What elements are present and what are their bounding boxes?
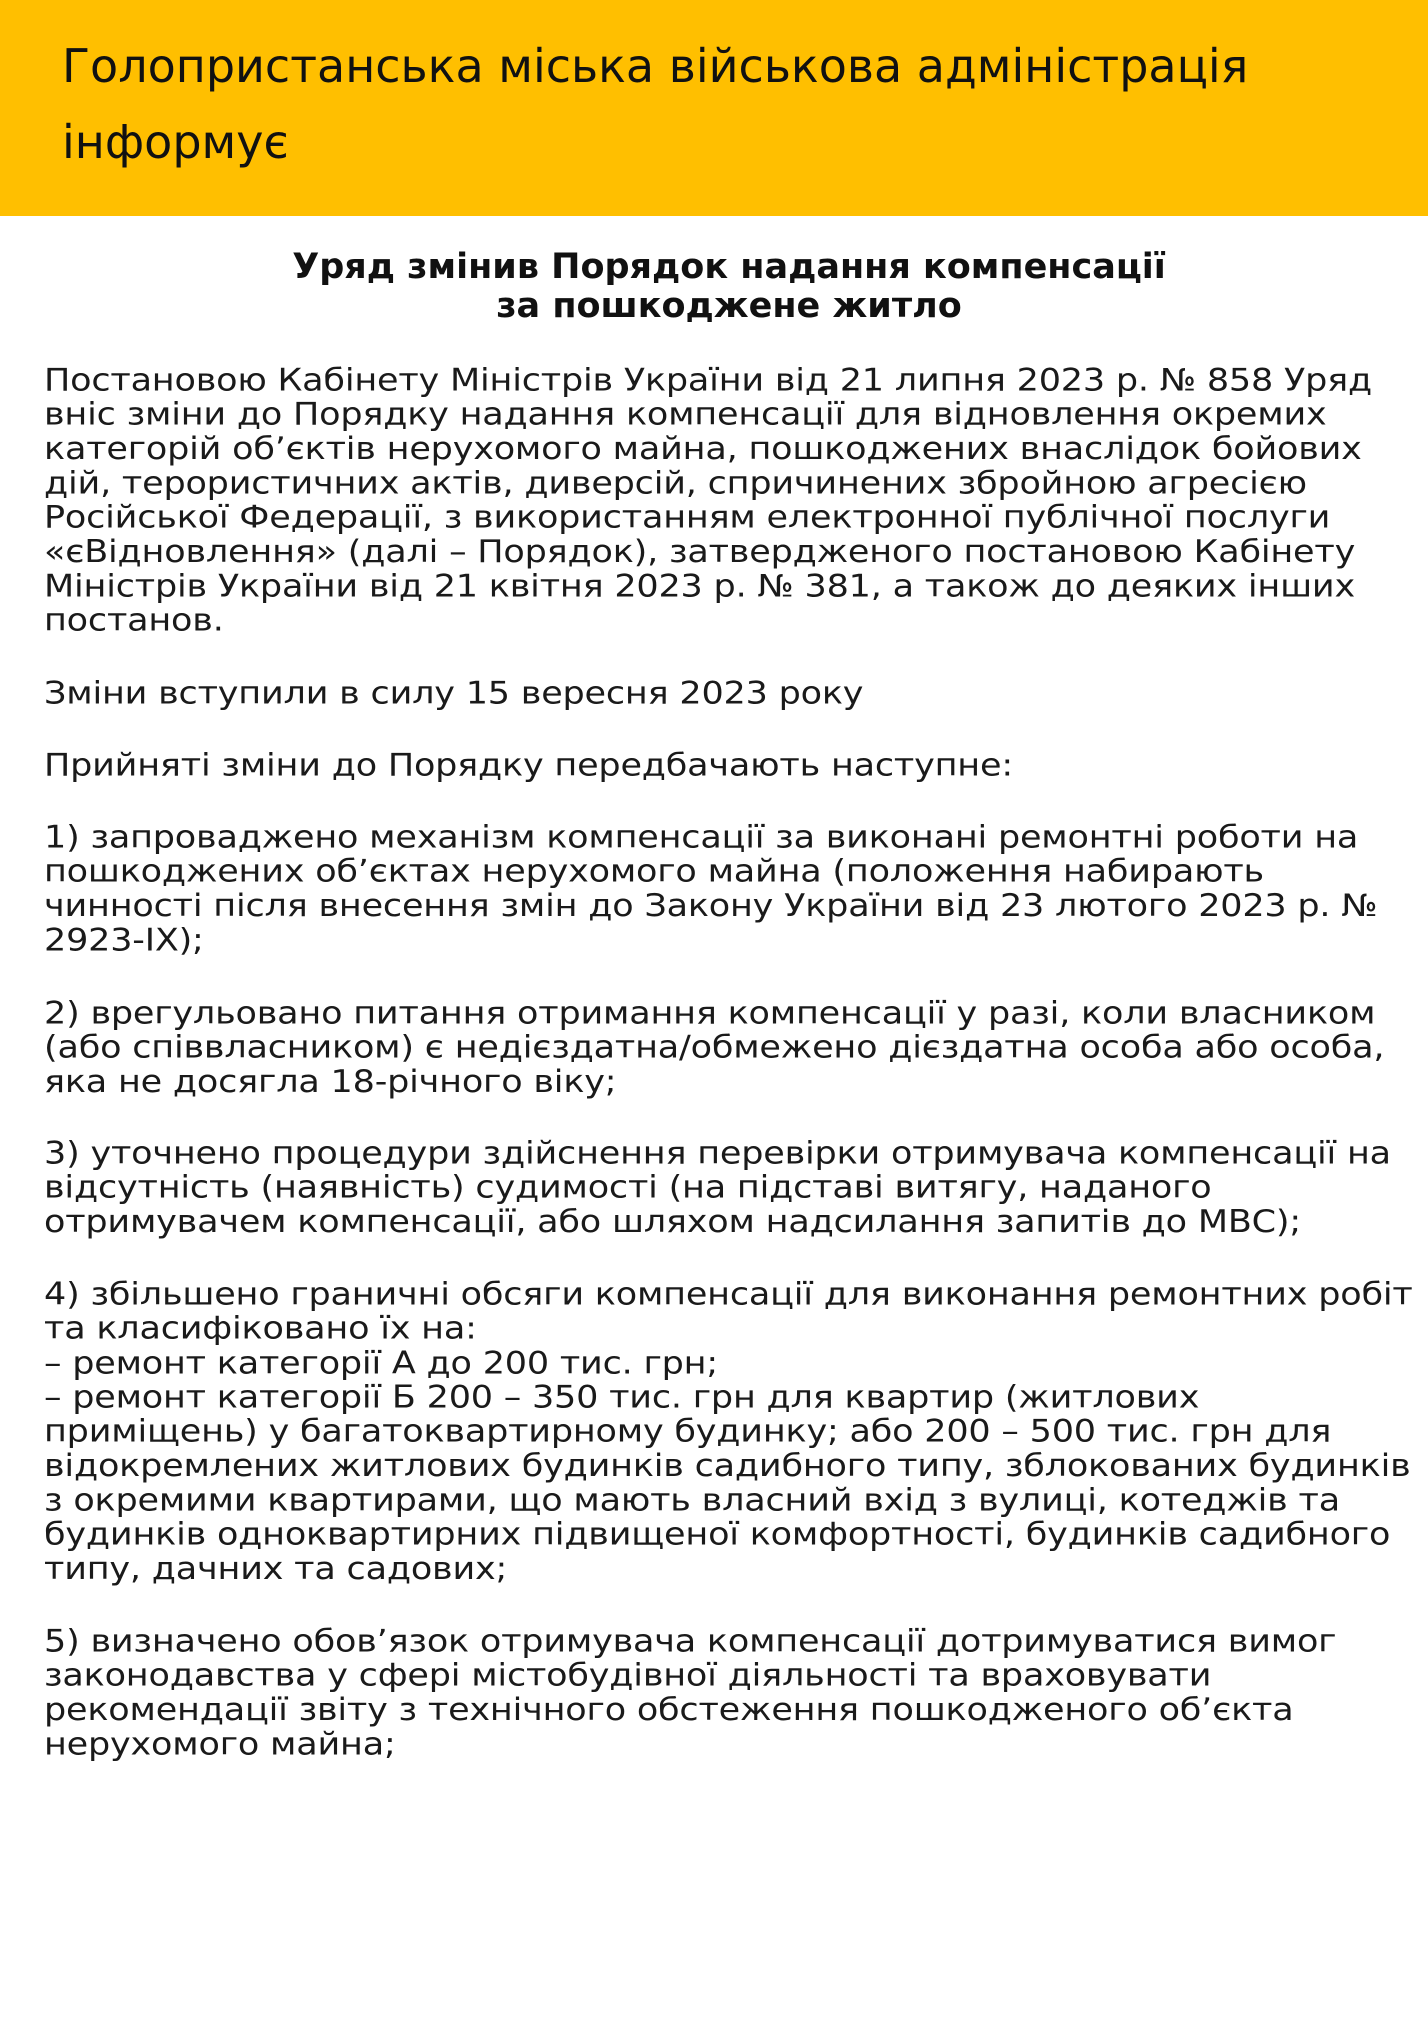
spacer xyxy=(44,1099,1414,1137)
list-item-3: 3) уточнено процедури здійснення перевірки отримувача компенсації на відсутність (наявність) судимості (на підставі витягу, наданого отримувачем компенсації, або шляхом надсилання запитів до МВС); xyxy=(44,1136,1391,1241)
article-heading-line-2: за пошкоджене житло xyxy=(496,286,962,326)
banner-title-line-1: Голопристанська міська військова адміністрація xyxy=(62,39,1249,93)
article-heading-line-1: Уряд змінив Порядок надання компенсації xyxy=(292,247,1166,287)
paragraph-effective-date: Зміни вступили в силу 15 вересня 2023 року xyxy=(44,675,864,711)
list-item-4-category-b: – ремонт категорії Б 200 – 350 тис. грн для квартир (житлових приміщень) у багатоквартирному будинку; або 200 – 500 тис. грн для відокремлених житлових будинків садибного типу, зблокованих будинків з окремими квартирами, що мають власний вхід з вулиці, котеджів та будинків одноквартирних підвищеної комфортності, будинків садибного типу, дачних та садових; xyxy=(44,1380,1411,1588)
spacer xyxy=(44,959,1414,997)
header-banner xyxy=(0,0,1428,216)
banner-title-line-2: інформує xyxy=(62,115,289,169)
list-item-4-category-a: – ремонт категорії А до 200 тис. грн; xyxy=(44,1346,718,1382)
spacer xyxy=(44,711,1414,749)
paragraph-changes-intro: Прийняті зміни до Порядку передбачають наступне: xyxy=(44,748,1013,784)
spacer xyxy=(44,1240,1414,1278)
spacer xyxy=(44,1587,1414,1625)
paragraph-intro: Постановою Кабінету Міністрів України від 21 липня 2023 р. № 858 Уряд вніс зміни до Порядку надання компенсації для відновлення окремих категорій об’єктів нерухомого майна, пошкоджених внаслідок бойових дій, терористичних актів, диверсій, спричинених збройною агресією Російської Федерації, з використанням електронної публічної послуги «єВідновлення» (далі – Порядок), затвердженого постановою Кабінету Міністрів України від 21 квітня 2023 р. № 381, а також до деяких інших постанов. xyxy=(44,363,1372,639)
list-item-2: 2) врегульовано питання отримання компенсації у разі, коли власником (або співвласником) є недієздатна/обмежено дієздатна особа або особа, яка не досягла 18-річного віку; xyxy=(44,995,1385,1100)
spacer xyxy=(44,783,1414,821)
list-item-1: 1) запроваджено механізм компенсації за виконані ремонтні роботи на пошкоджених об’єктах нерухомого майна (положення набирають чинності після внесення змін до Закону України від 23 лютого 2023 р. № 2923-IX); xyxy=(44,820,1378,959)
article-heading xyxy=(44,248,1414,326)
list-item-5: 5) визначено обов’язок отримувача компенсації дотримуватися вимог законодавства у сфері містобудівної діяльності та враховувати рекомендації звіту з технічного обстеження пошкодженого об’єкта нерухомого майна; xyxy=(44,1624,1337,1763)
list-item-4: 4) збільшено граничні обсяги компенсації для виконання ремонтних робіт та класифіковано їх на: xyxy=(44,1277,1413,1348)
article-body xyxy=(44,248,1414,1763)
banner-title xyxy=(62,28,1362,180)
spacer xyxy=(44,639,1414,677)
